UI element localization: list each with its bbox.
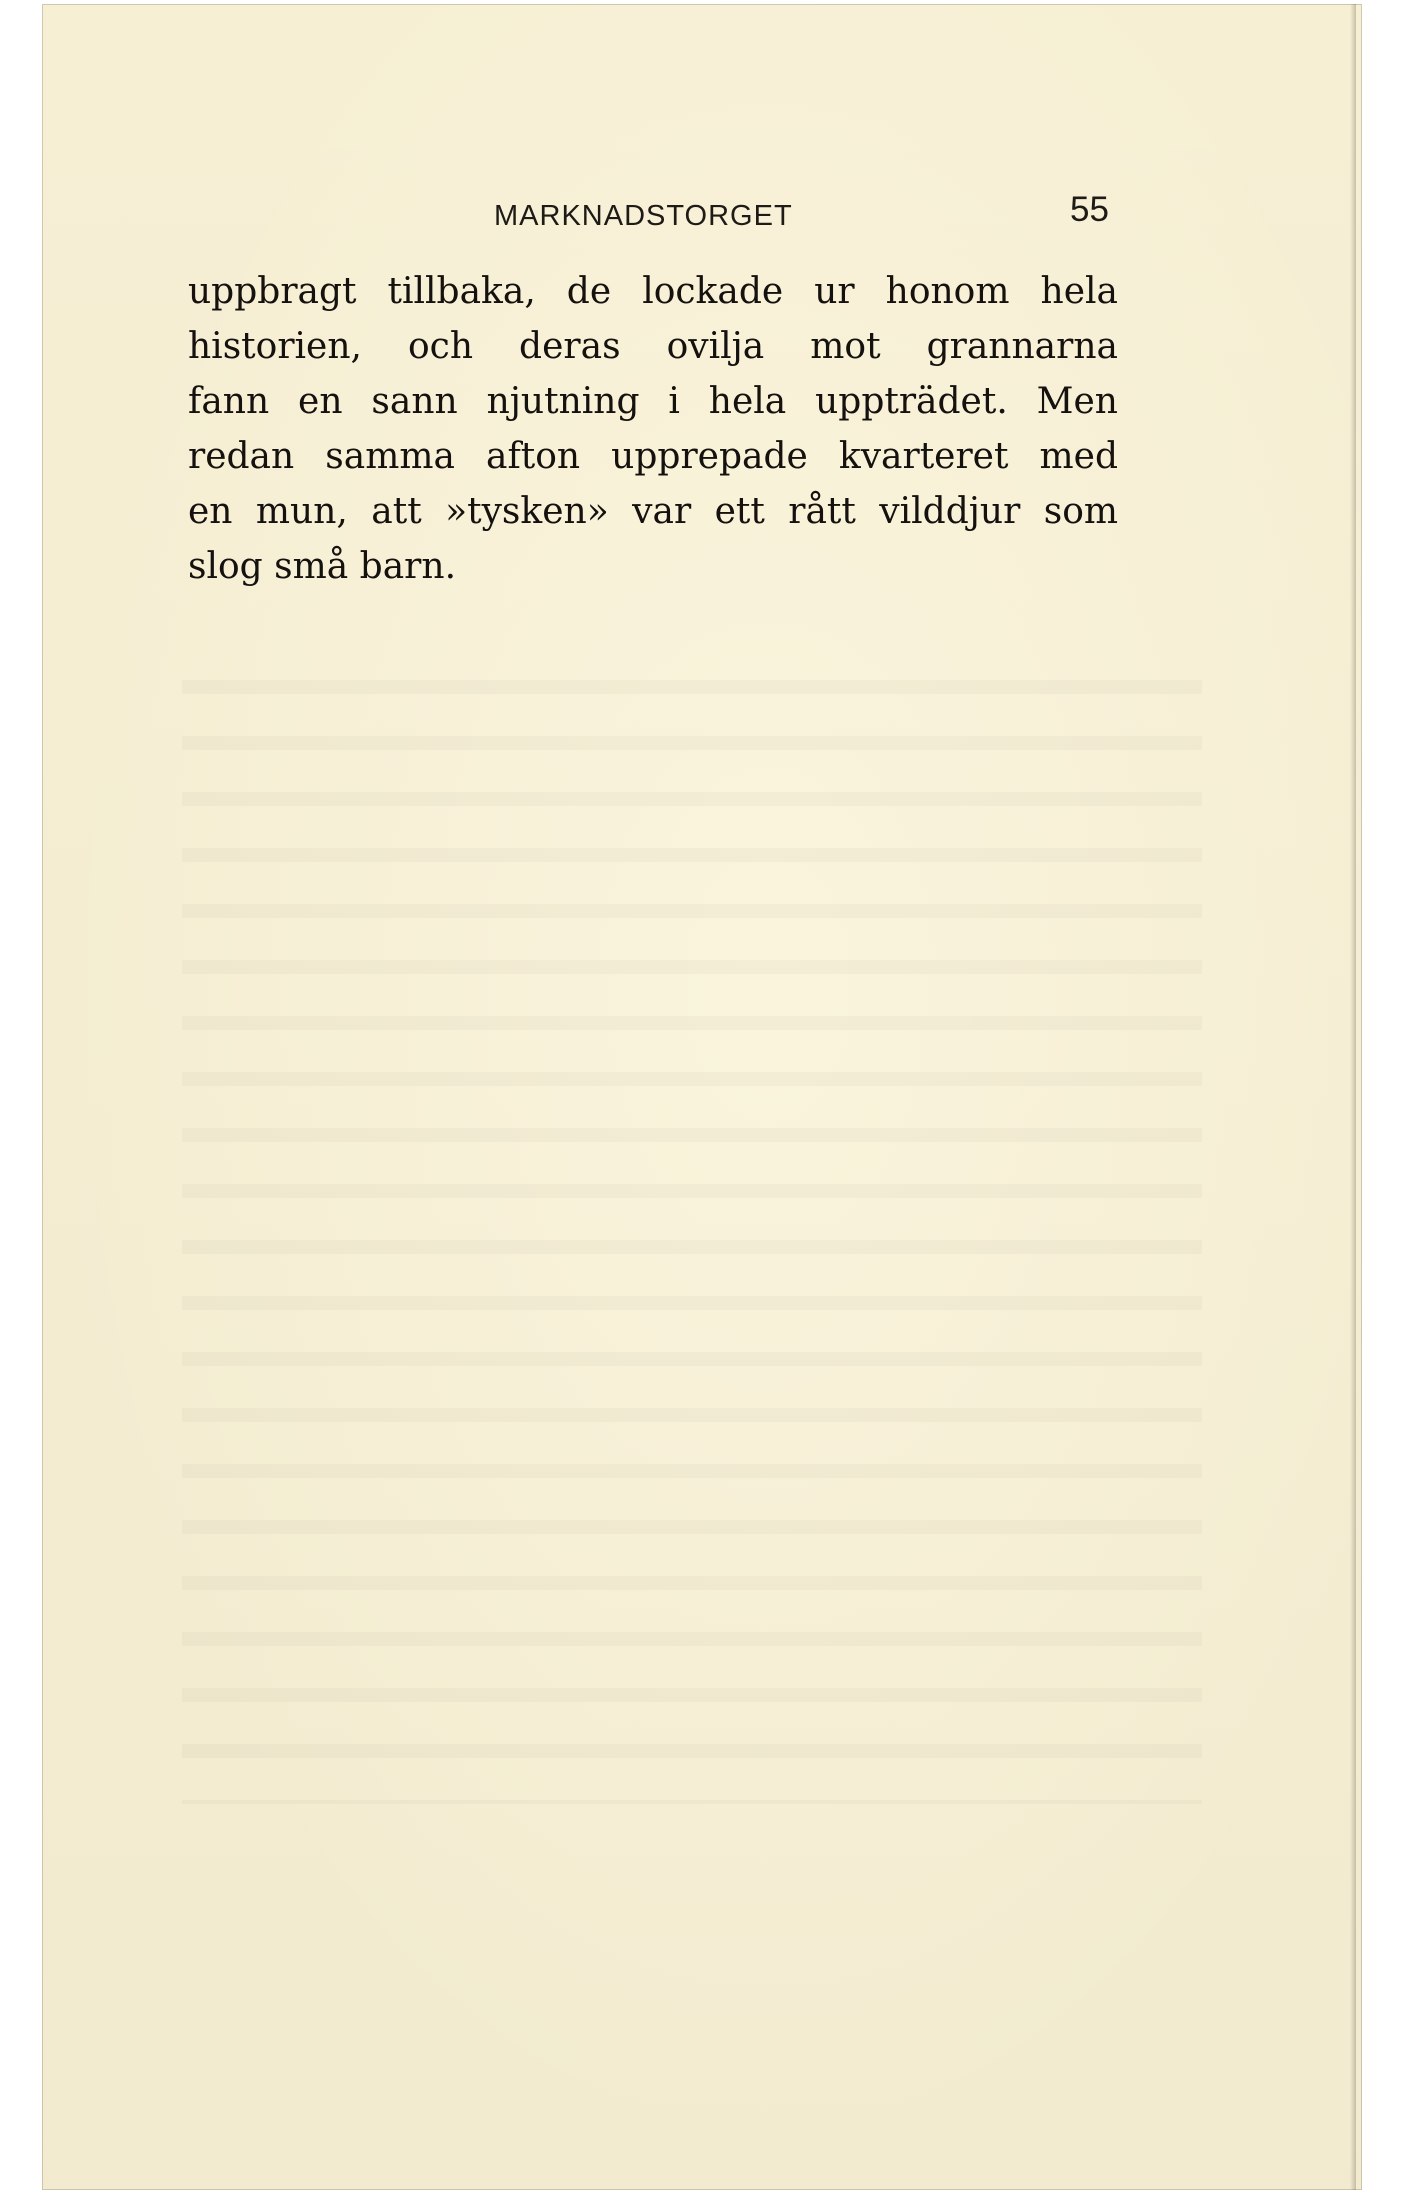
text-line: fann en sann njutning i hela uppträdet. Men [188,381,1118,422]
text-line: redan samma afton upprepade kvarteret med [188,436,1118,477]
body-paragraph [188,264,1118,594]
text-line: uppbragt tillbaka, de lockade ur honom hela [188,271,1118,312]
text-line: en mun, att »tysken» var ett rått vilddjur som [188,491,1118,532]
page-edge-shadow [1350,4,1356,2190]
text-line: slog små barn. [188,546,457,587]
running-head-title: MARKNADSTORGET [494,200,793,232]
page-number: 55 [1070,190,1109,229]
bleed-through-texture [182,644,1202,1804]
text-line: historien, och deras ovilja mot grannarna [188,326,1118,367]
